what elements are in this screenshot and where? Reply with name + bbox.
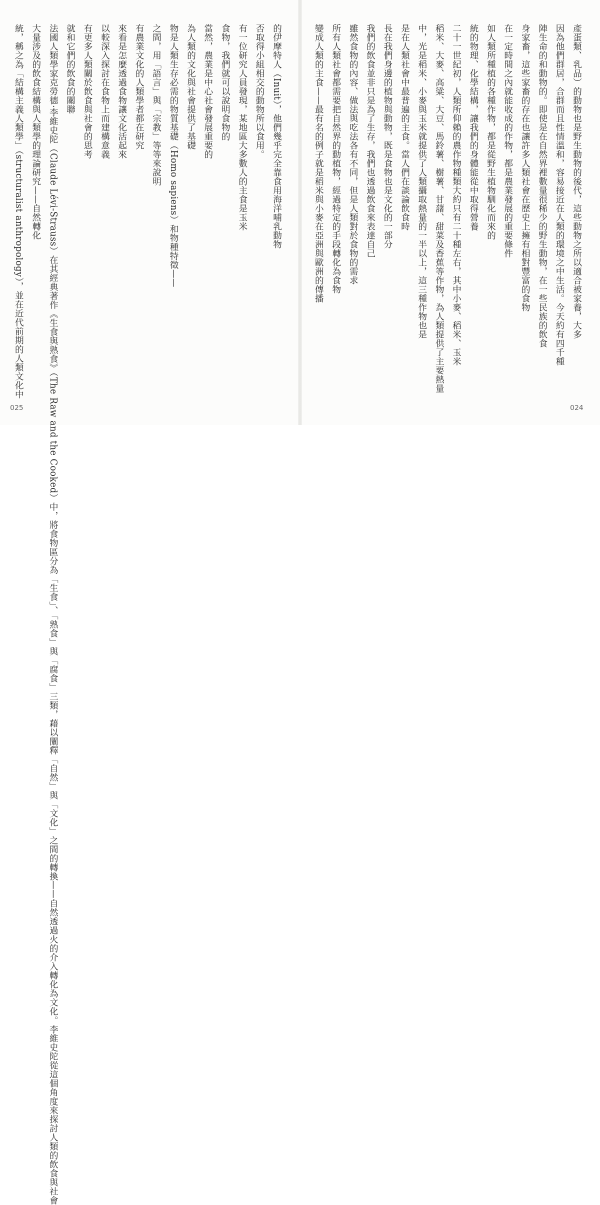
text-column: 的伊摩特人（Inuit），他們幾乎完全靠食用海洋哺乳動物 xyxy=(271,24,281,249)
text-column: 有一位研究人員發現，某地區大多數人的主食是玉米 xyxy=(236,24,247,231)
text-column: 是在人類社會中最普遍的主食。當人們在談論飲食時 xyxy=(398,24,409,231)
text-column: 二十一世紀初，人類所仰賴的農作物種類大約只有二十種左右，其中小麥、稻米、玉米 xyxy=(450,24,461,366)
text-column: 來看是怎麼透過食物讓文化活起來 xyxy=(116,24,127,159)
text-column: 身家畜，這些家畜的存在也讓許多人類社會在歷史上擁有相對豐富的食物 xyxy=(519,24,530,312)
text-column: 物是人類生存必需的物質基礎（Homo sapiens）和物種特徵—— xyxy=(167,24,178,288)
text-column: 雖然食物的內容、做法與吃法各有不同，但是人類對於食物的需求 xyxy=(347,24,358,285)
text-column: 否取得小組相交的動物所以食用。 xyxy=(253,24,264,159)
text-column: 當然，農業是中心社會發展重要的 xyxy=(202,24,213,159)
text-column: 就和它們的飲食的關聯 xyxy=(64,24,75,114)
text-column: 稻米、大麥、高粱、大豆、馬鈴薯、樹薯、甘藷、甜菜及香蕉等作物，為人類提供了主要熱量 xyxy=(433,24,444,393)
text-column: 法國人類學家克勞德·李維史陀（Claude Lévi-Strauss）在其經典著作《生食與熟食》（The Raw and the Cooked）中，將食物區分為「生食」、「熟食」與「腐食」三類，藉以闡釋「自然」與「文化」之間的轉換——自然透過火的介入轉化為文化。李維史陀從這個角度來探討人類的飲食與社會 xyxy=(47,24,58,1205)
text-column: 有農業文化的人類學者都在研究 xyxy=(133,24,144,150)
right-page xyxy=(300,0,600,425)
page-number: 024 xyxy=(570,404,584,412)
text-column: 之間，用「語言」與「宗教」等等來說明 xyxy=(150,24,161,186)
text-column: 所有人類社會都需要把自然界的動植物，經過特定的手段轉化為食物 xyxy=(330,24,341,294)
text-column: 中，光是稻米、小麥與玉米就提供了人類攝取熱量的一半以上，這三種作物也是 xyxy=(416,24,427,339)
text-column: 如人類所種植的各種作物，都是從野生植物馴化而來的 xyxy=(484,24,495,240)
text-column: 長在我們身邊的植物與動物，既是食物也是文化的一部分 xyxy=(381,24,392,249)
text-column: 陣生命的和動物的。即使是在自然界裡數量很稀少的野生動物，在一些民族的飲食 xyxy=(536,24,547,348)
text-column: 產蛋類、乳品）的動物也是野生動物的後代，這些動物之所以適合被家養，大多 xyxy=(571,24,581,339)
text-column: 變成人類的主食——最有名的例子就是稻米與小麥在亞洲與歐洲的傳播 xyxy=(312,24,323,303)
text-column: 以較深入探討在食物上而建構意義 xyxy=(98,24,109,159)
page-number: 025 xyxy=(10,404,24,412)
text-column: 我們的飲食並非只是為了生存，我們也透過飲食來表達自己 xyxy=(364,24,375,258)
text-column: 因為他們群居，合群而且性情溫和，容易接近在人類的環境之中生活。今天約有四千種 xyxy=(553,24,564,366)
text-column: 在一定時間之內就能收成的作物，都是農業發展的重要條件 xyxy=(502,24,513,258)
text-column: 統，稱之為「結構主義人類學」（structuralist anthropology），並在近代前期的人類文化中 xyxy=(12,24,23,399)
right-page-text xyxy=(312,24,584,396)
text-column: 為人類的文化與社會提供了基礎 xyxy=(184,24,195,150)
text-column: 大量涉及的飲食結構與人類學的理論研究——自然轉化 xyxy=(30,24,41,240)
text-column: 有更多人類關於飲食與社會的思考 xyxy=(81,24,92,159)
text-column: 食物，我們就可以說明食物的 xyxy=(219,24,230,141)
text-column: 統的物理、化學結構，讓我們的身體能從中取得營養 xyxy=(467,24,478,231)
